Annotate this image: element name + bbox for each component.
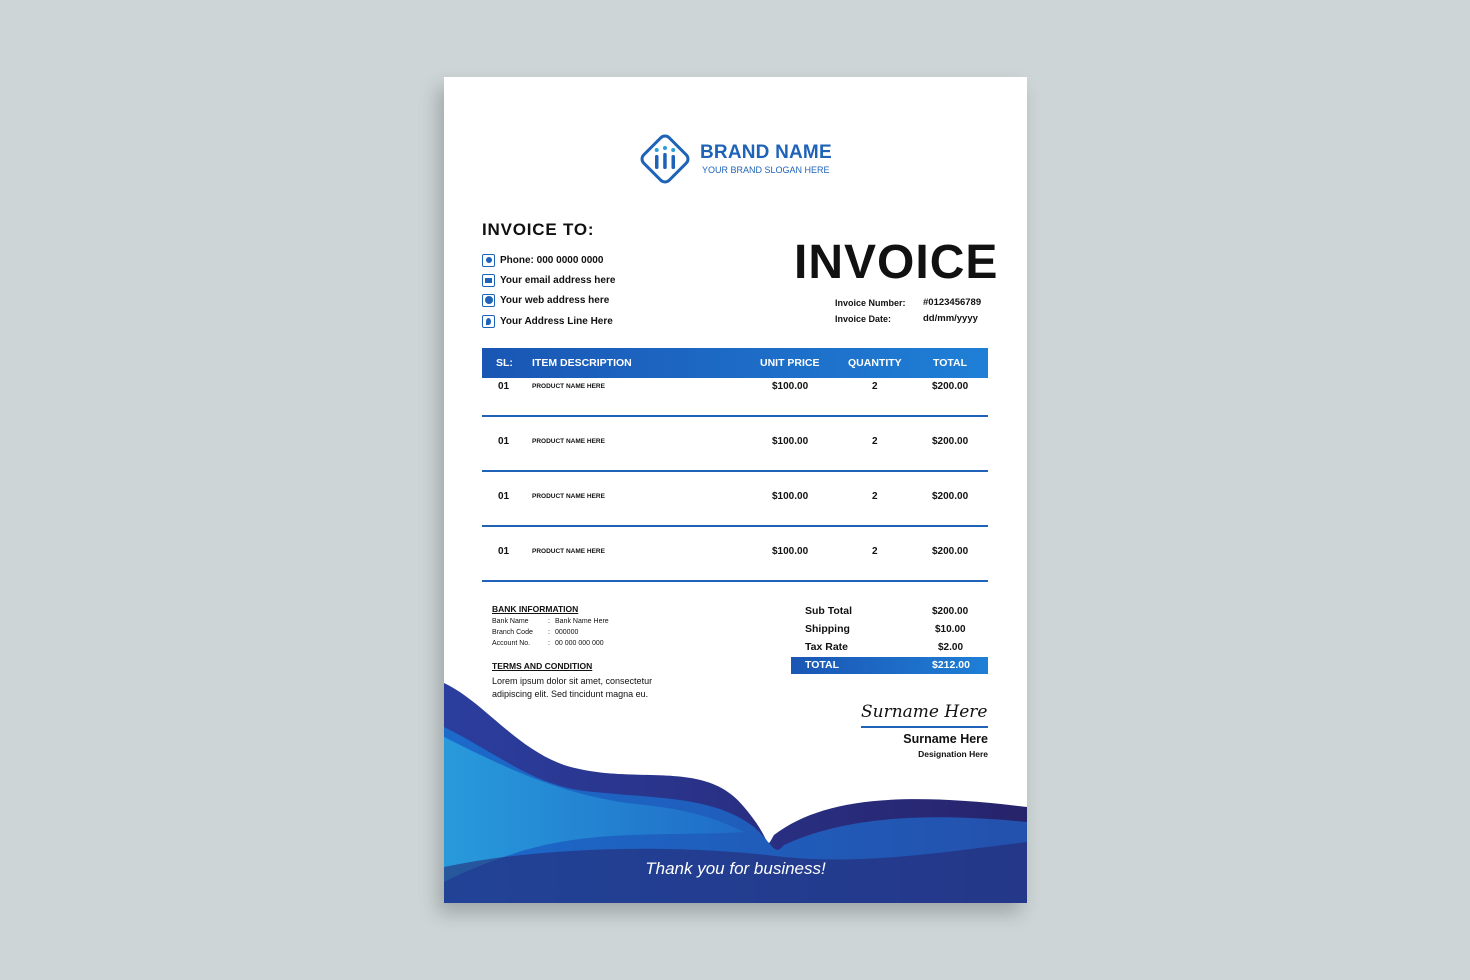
cell-quantity: 2 [872, 436, 878, 447]
invoice-date-label: Invoice Date: [835, 314, 892, 324]
branch-code-label: Branch Code [492, 629, 533, 636]
contact-address [482, 313, 613, 329]
cell-description: PRODUCT NAME HERE [532, 438, 605, 445]
globe-icon [482, 294, 495, 307]
bank-name-label: Bank Name [492, 618, 529, 625]
subtotal-label: Sub Total [805, 605, 853, 617]
brand-name: BRAND NAME [700, 142, 832, 163]
branch-code-value: 000000 [555, 629, 579, 636]
contact-phone-text: Phone: 000 0000 0000 [500, 254, 604, 266]
location-icon [482, 315, 495, 328]
table-row [482, 417, 988, 472]
table-row [482, 472, 988, 527]
cell-description: PRODUCT NAME HERE [532, 493, 605, 500]
cell-total: $200.00 [932, 381, 969, 392]
shipping-label: Shipping [805, 623, 850, 635]
branch-code-sep: : [548, 629, 550, 636]
terms-heading: TERMS AND CONDITION [492, 661, 593, 671]
cell-unit-price: $100.00 [772, 491, 809, 502]
signature-name: Surname Here [903, 732, 988, 746]
contact-email-text: Your email address here [500, 274, 616, 286]
contact-phone [482, 252, 603, 268]
thank-you-message: Thank you for business! [645, 859, 826, 878]
header-item-description: ITEM DESCRIPTION [532, 357, 632, 369]
brand-slogan: YOUR BRAND SLOGAN HERE [702, 165, 830, 175]
header-sl: SL: [496, 357, 513, 369]
shipping-value: $10.00 [935, 624, 966, 635]
brand-logo-icon [635, 129, 695, 189]
cell-quantity: 2 [872, 381, 878, 392]
cell-sl: 01 [498, 546, 510, 557]
total-value: $212.00 [932, 659, 970, 671]
table-row [482, 527, 988, 582]
terms-line-1: Lorem ipsum dolor sit amet, consectetur [492, 676, 653, 686]
tax-rate-label: Tax Rate [805, 641, 848, 653]
tax-rate-value: $2.00 [938, 642, 964, 653]
cell-unit-price: $100.00 [772, 436, 809, 447]
contact-web [482, 292, 609, 308]
invoice-date-value: dd/mm/yyyy [923, 313, 978, 324]
contact-web-text: Your web address here [500, 294, 610, 306]
invoice-number-value: #0123456789 [923, 297, 982, 308]
bank-info-heading: BANK INFORMATION [492, 604, 579, 614]
cell-quantity: 2 [872, 546, 878, 557]
cell-sl: 01 [498, 381, 510, 392]
account-no-label: Account No. [492, 640, 531, 647]
table-row [482, 362, 988, 417]
cell-sl: 01 [498, 491, 510, 502]
cell-quantity: 2 [872, 491, 878, 502]
header-unit-price: UNIT PRICE [760, 357, 820, 369]
invoice-page [444, 77, 1027, 903]
cell-total: $200.00 [932, 491, 969, 502]
svg-text:Surname Here: Surname Here [861, 702, 988, 722]
bank-name-value: Bank Name Here [555, 618, 609, 625]
account-no-value: 00 000 000 000 [555, 640, 604, 647]
signature-designation: Designation Here [918, 749, 988, 759]
terms-line-2: adipiscing elit. Sed tincidunt magna eu. [492, 689, 649, 699]
contact-email [482, 272, 615, 288]
header-total: TOTAL [933, 357, 968, 369]
invoice-to-heading: INVOICE TO: [482, 220, 595, 239]
cell-description: PRODUCT NAME HERE [532, 548, 605, 555]
subtotal-value: $200.00 [932, 606, 969, 617]
invoice-title: INVOICE [794, 236, 999, 289]
cell-total: $200.00 [932, 546, 969, 557]
cell-unit-price: $100.00 [772, 546, 809, 557]
invoice-number-label: Invoice Number: [835, 298, 906, 308]
email-icon [482, 274, 495, 287]
cell-total: $200.00 [932, 436, 969, 447]
header-quantity: QUANTITY [848, 357, 902, 369]
bank-name-sep: : [548, 618, 550, 625]
account-no-sep: : [548, 640, 550, 647]
cell-description: PRODUCT NAME HERE [532, 383, 605, 390]
total-label: TOTAL [805, 659, 840, 671]
contact-address-text: Your Address Line Here [500, 315, 613, 327]
phone-icon [482, 254, 495, 267]
cell-unit-price: $100.00 [772, 381, 809, 392]
cell-sl: 01 [498, 436, 510, 447]
